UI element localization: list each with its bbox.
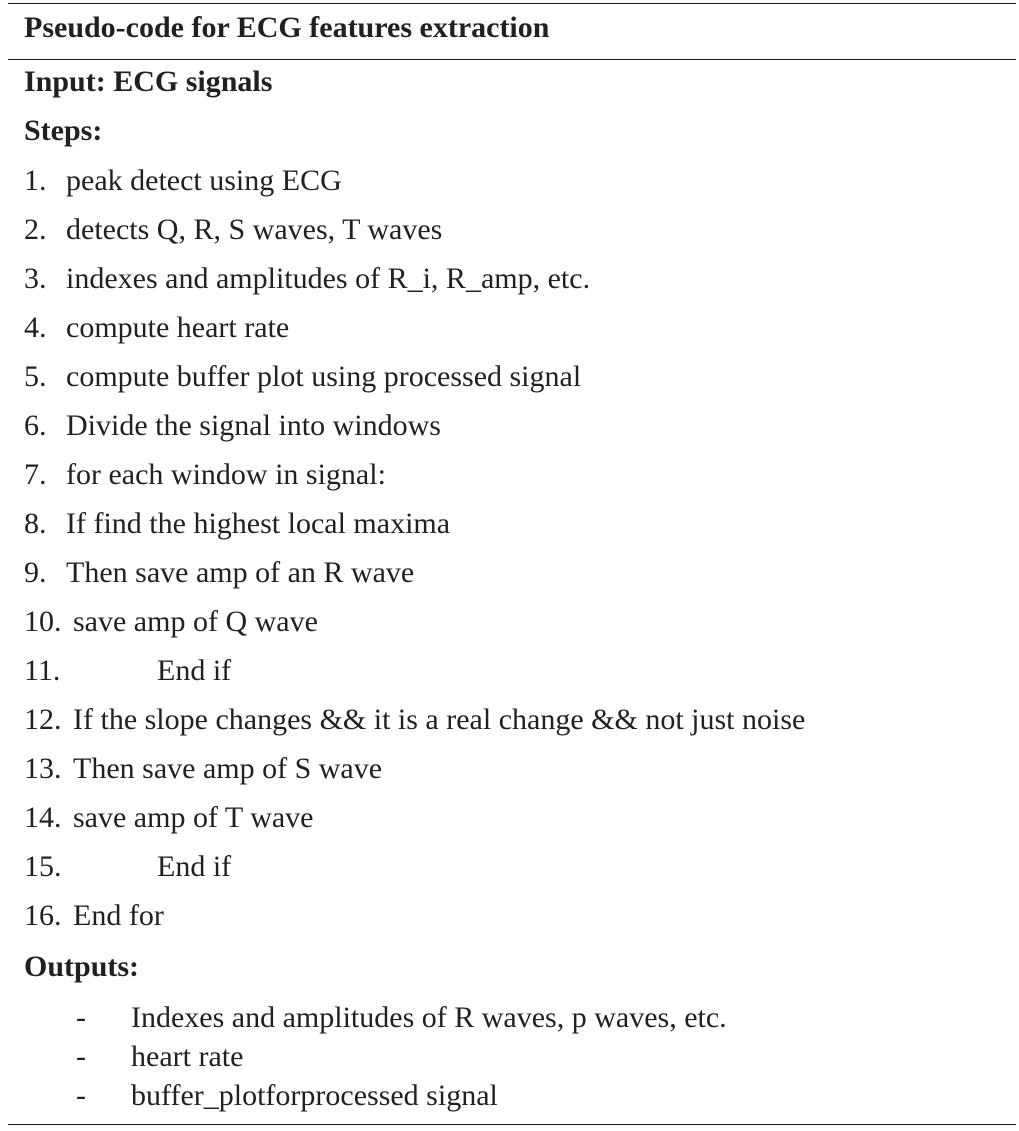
step-text: compute buffer plot using processed signal [66,360,582,393]
steps-list [24,162,805,946]
step-text: detects Q, R, S waves, T waves [66,213,443,246]
bottom-rule [8,1124,1016,1125]
step-7 [24,456,805,505]
bullet-dash: - [76,1001,86,1034]
top-rule [8,3,1016,4]
step-3 [24,260,805,309]
step-number: 9. [24,556,47,589]
outputs-heading: Outputs: [24,950,140,983]
step-16 [24,897,805,946]
output-text: Indexes and amplitudes of R waves, p waves, etc. [131,1001,727,1034]
step-number: 2. [24,213,47,246]
step-number: 15. [24,850,62,883]
step-text: If the slope changes && it is a real change && not just noise [73,703,806,736]
step-11 [24,652,805,701]
step-number: 11. [24,654,61,687]
step-text: save amp of Q wave [73,605,318,638]
step-2 [24,211,805,260]
step-number: 6. [24,409,47,442]
step-9 [24,554,805,603]
step-number: 13. [24,752,62,785]
step-number: 12. [24,703,62,736]
step-12 [24,701,805,750]
bullet-dash: - [76,1079,86,1112]
step-number: 3. [24,262,47,295]
step-text: Then save amp of S wave [73,752,383,785]
step-text: for each window in signal: [66,458,386,491]
header-rule [8,59,1016,60]
table-title: Pseudo-code for ECG features extraction [24,11,550,44]
bullet-dash: - [76,1040,86,1073]
step-text: End for [73,899,164,932]
step-text: End if [157,654,232,687]
step-text: indexes and amplitudes of R_i, R_amp, etc. [66,262,591,295]
step-10 [24,603,805,652]
step-text: Then save amp of an R wave [66,556,415,589]
step-text: save amp of T wave [73,801,314,834]
step-text: If find the highest local maxima [66,507,451,540]
step-text: Divide the signal into windows [66,409,441,442]
step-text: compute heart rate [66,311,290,344]
step-6 [24,407,805,456]
step-number: 8. [24,507,47,540]
step-number: 14. [24,801,62,834]
step-15 [24,848,805,897]
step-number: 10. [24,605,62,638]
step-text: peak detect using ECG [66,164,342,197]
step-1 [24,162,805,211]
step-number: 16. [24,899,62,932]
step-4 [24,309,805,358]
step-14 [24,799,805,848]
step-8 [24,505,805,554]
step-13 [24,750,805,799]
output-text: buffer_plotforprocessed signal [131,1079,498,1112]
step-text: End if [157,850,232,883]
steps-heading: Steps: [24,114,103,147]
step-number: 1. [24,164,47,197]
step-number: 5. [24,360,47,393]
step-number: 4. [24,311,47,344]
step-5 [24,358,805,407]
input-heading: Input: ECG signals [24,65,273,98]
output-text: heart rate [131,1040,244,1073]
step-number: 7. [24,458,47,491]
